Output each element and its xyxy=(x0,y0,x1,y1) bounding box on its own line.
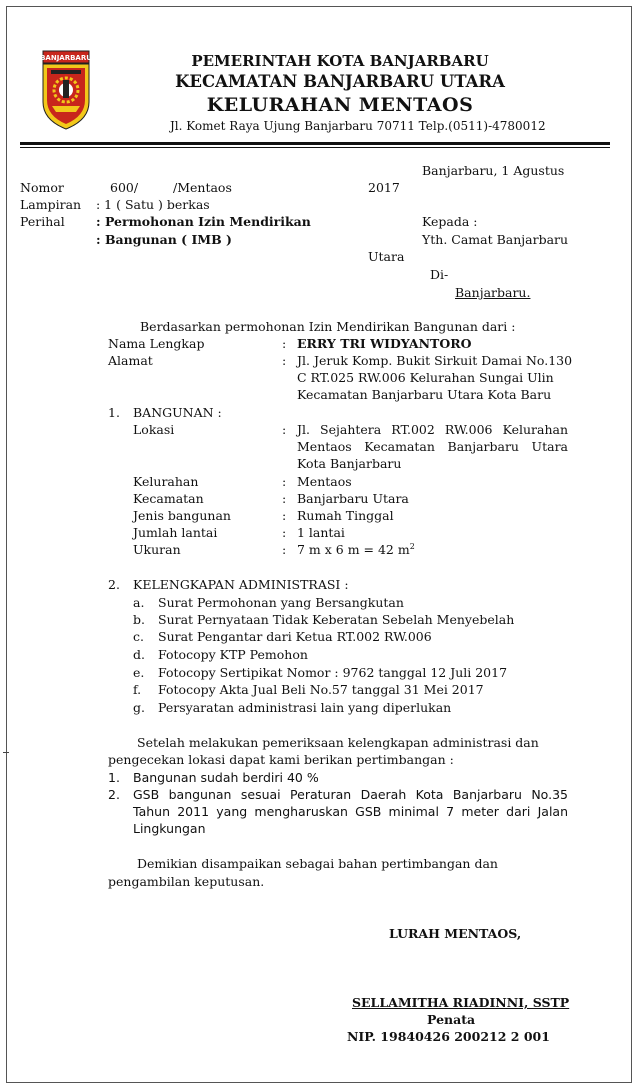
kecamatan-value: Banjarbaru Utara xyxy=(297,491,409,506)
recipient-yth: Yth. Camat Banjarbaru xyxy=(422,232,569,247)
admin-item-letter: a. xyxy=(133,595,145,610)
kelurahan-colon: : xyxy=(282,474,287,489)
admin-item-text: Fotocopy Akta Jual Beli No.57 tanggal 31 Mei 2017 xyxy=(158,682,484,697)
lampiran-label: Lampiran xyxy=(20,197,82,212)
recipient-kepada: Kepada : xyxy=(422,214,478,229)
section1-title: BANGUNAN : xyxy=(133,405,222,420)
ukuran-value: 7 m x 6 m = 42 $m^2$ xyxy=(297,542,415,558)
result-point-number: 2. xyxy=(108,787,120,802)
margin-mark xyxy=(3,752,9,753)
name-value: ERRY TRI WIDYANTORO xyxy=(297,336,472,351)
jenis-value: Rumah Tinggal xyxy=(297,508,394,523)
lokasi-line: Kota Banjarbaru xyxy=(297,456,402,471)
recipient-di: Di- xyxy=(430,267,449,282)
lantai-colon: : xyxy=(282,525,287,540)
lokasi-colon: : xyxy=(282,422,287,437)
letterhead-address: Jl. Komet Raya Ujung Banjarbaru 70711 Telp.(0511)-4780012 xyxy=(170,119,546,133)
name-label: Nama Lengkap xyxy=(108,336,205,351)
admin-item-letter: c. xyxy=(133,629,144,644)
lantai-label: Jumlah lantai xyxy=(133,525,218,540)
signer-rank: Penata xyxy=(427,1012,476,1027)
perihal-line1: : Permohonan Izin Mendirikan xyxy=(96,214,311,229)
result-point-number: 1. xyxy=(108,770,120,785)
address-line: Jl. Jeruk Komp. Bukit Sirkuit Damai No.130 xyxy=(297,353,573,368)
kelurahan-label: Kelurahan xyxy=(133,474,199,489)
address-line: Kecamatan Banjarbaru Utara Kota Baru xyxy=(297,387,552,402)
ukuran-superscript: 2 xyxy=(409,542,415,551)
svg-text:BANJARBARU: BANJARBARU xyxy=(42,54,90,62)
admin-item-letter: b. xyxy=(133,612,145,627)
admin-item-text: Fotocopy Sertipikat Nomor : 9762 tanggal 12 Juli 2017 xyxy=(158,665,508,680)
admin-item-letter: g. xyxy=(133,700,145,715)
signer-name: SELLAMITHA RIADINNI, SSTP xyxy=(352,995,570,1010)
result-point-text: Bangunan sudah berdiri 40 % xyxy=(133,770,319,785)
address-line: C RT.025 RW.006 Kelurahan Sungai Ulin xyxy=(297,370,554,385)
lokasi-label: Lokasi xyxy=(133,422,175,437)
section2-title: KELENGKAPAN ADMINISTRASI : xyxy=(133,577,349,592)
admin-item-text: Persyaratan administrasi lain yang diperlukan xyxy=(158,700,452,715)
lantai-value: 1 lantai xyxy=(297,525,345,540)
name-colon: : xyxy=(282,336,287,351)
result-line: pengecekan lokasi dapat kami berikan pertimbangan : xyxy=(108,752,454,767)
nomor-value: 600/ xyxy=(110,180,139,195)
nomor-label: Nomor xyxy=(20,180,64,195)
signature-title: LURAH MENTAOS, xyxy=(389,926,522,941)
result-point-text: Tahun 2011 yang mengharuskan GSB minimal 7 meter dari Jalan xyxy=(133,804,568,819)
header-rule-thick xyxy=(20,142,610,145)
intro-paragraph: Berdasarkan permohonan Izin Mendirikan Bangunan dari : xyxy=(140,319,516,334)
admin-item-letter: d. xyxy=(133,647,145,662)
admin-item-text: Surat Permohonan yang Bersangkutan xyxy=(158,595,404,610)
result-point-text: Lingkungan xyxy=(133,821,206,836)
address-colon: : xyxy=(282,353,287,368)
ukuran-label: Ukuran xyxy=(133,542,181,557)
letterhead-village: KELURAHAN MENTAOS xyxy=(206,94,474,116)
kecamatan-colon: : xyxy=(282,491,287,506)
city-emblem-logo xyxy=(42,50,90,130)
admin-item-text: Surat Pengantar dari Ketua RT.002 RW.006 xyxy=(158,629,432,644)
header-rule-thin xyxy=(20,147,610,148)
lampiran-value: : 1 ( Satu ) berkas xyxy=(96,197,210,212)
admin-item-letter: e. xyxy=(133,665,145,680)
jenis-label: Jenis bangunan xyxy=(133,508,231,523)
result-point-text: GSB bangunan sesuai Peraturan Daerah Kota Banjarbaru No.35 xyxy=(133,787,568,802)
section1-number: 1. xyxy=(108,405,120,420)
admin-item-text: Fotocopy KTP Pemohon xyxy=(158,647,308,662)
letterhead-government: PEMERINTAH KOTA BANJARBARU xyxy=(191,52,489,70)
section2-number: 2. xyxy=(108,577,120,592)
result-line: Setelah melakukan pemeriksaan kelengkapan administrasi dan xyxy=(137,735,539,750)
recipient-place: Banjarbaru. xyxy=(455,285,531,300)
closing-line: Demikian disampaikan sebagai bahan pertimbangan dan xyxy=(137,856,498,871)
kelurahan-value: Mentaos xyxy=(297,474,352,489)
signer-nip: NIP. 19840426 200212 2 001 xyxy=(347,1029,550,1044)
admin-item-text: Surat Pernyataan Tidak Keberatan Sebelah Menyebelah xyxy=(158,612,515,627)
closing-line: pengambilan keputusan. xyxy=(108,874,265,889)
nomor-suffix: /Mentaos xyxy=(173,180,232,195)
address-label: Alamat xyxy=(108,353,153,368)
recipient-yth-cont: Utara xyxy=(368,249,405,264)
letter-date: Banjarbaru, 1 Agustus xyxy=(422,163,565,178)
jenis-colon: : xyxy=(282,508,287,523)
lokasi-line: Jl. Sejahtera RT.002 RW.006 Kelurahan xyxy=(297,422,568,437)
letter-year: 2017 xyxy=(368,180,400,195)
ukuran-colon: : xyxy=(282,542,287,557)
letterhead-district: KECAMATAN BANJARBARU UTARA xyxy=(175,72,505,91)
perihal-label: Perihal xyxy=(20,214,65,229)
admin-item-letter: f. xyxy=(133,682,142,697)
perihal-line2: : Bangunan ( IMB ) xyxy=(96,232,232,247)
kecamatan-label: Kecamatan xyxy=(133,491,204,506)
lokasi-line: Mentaos Kecamatan Banjarbaru Utara xyxy=(297,439,568,454)
